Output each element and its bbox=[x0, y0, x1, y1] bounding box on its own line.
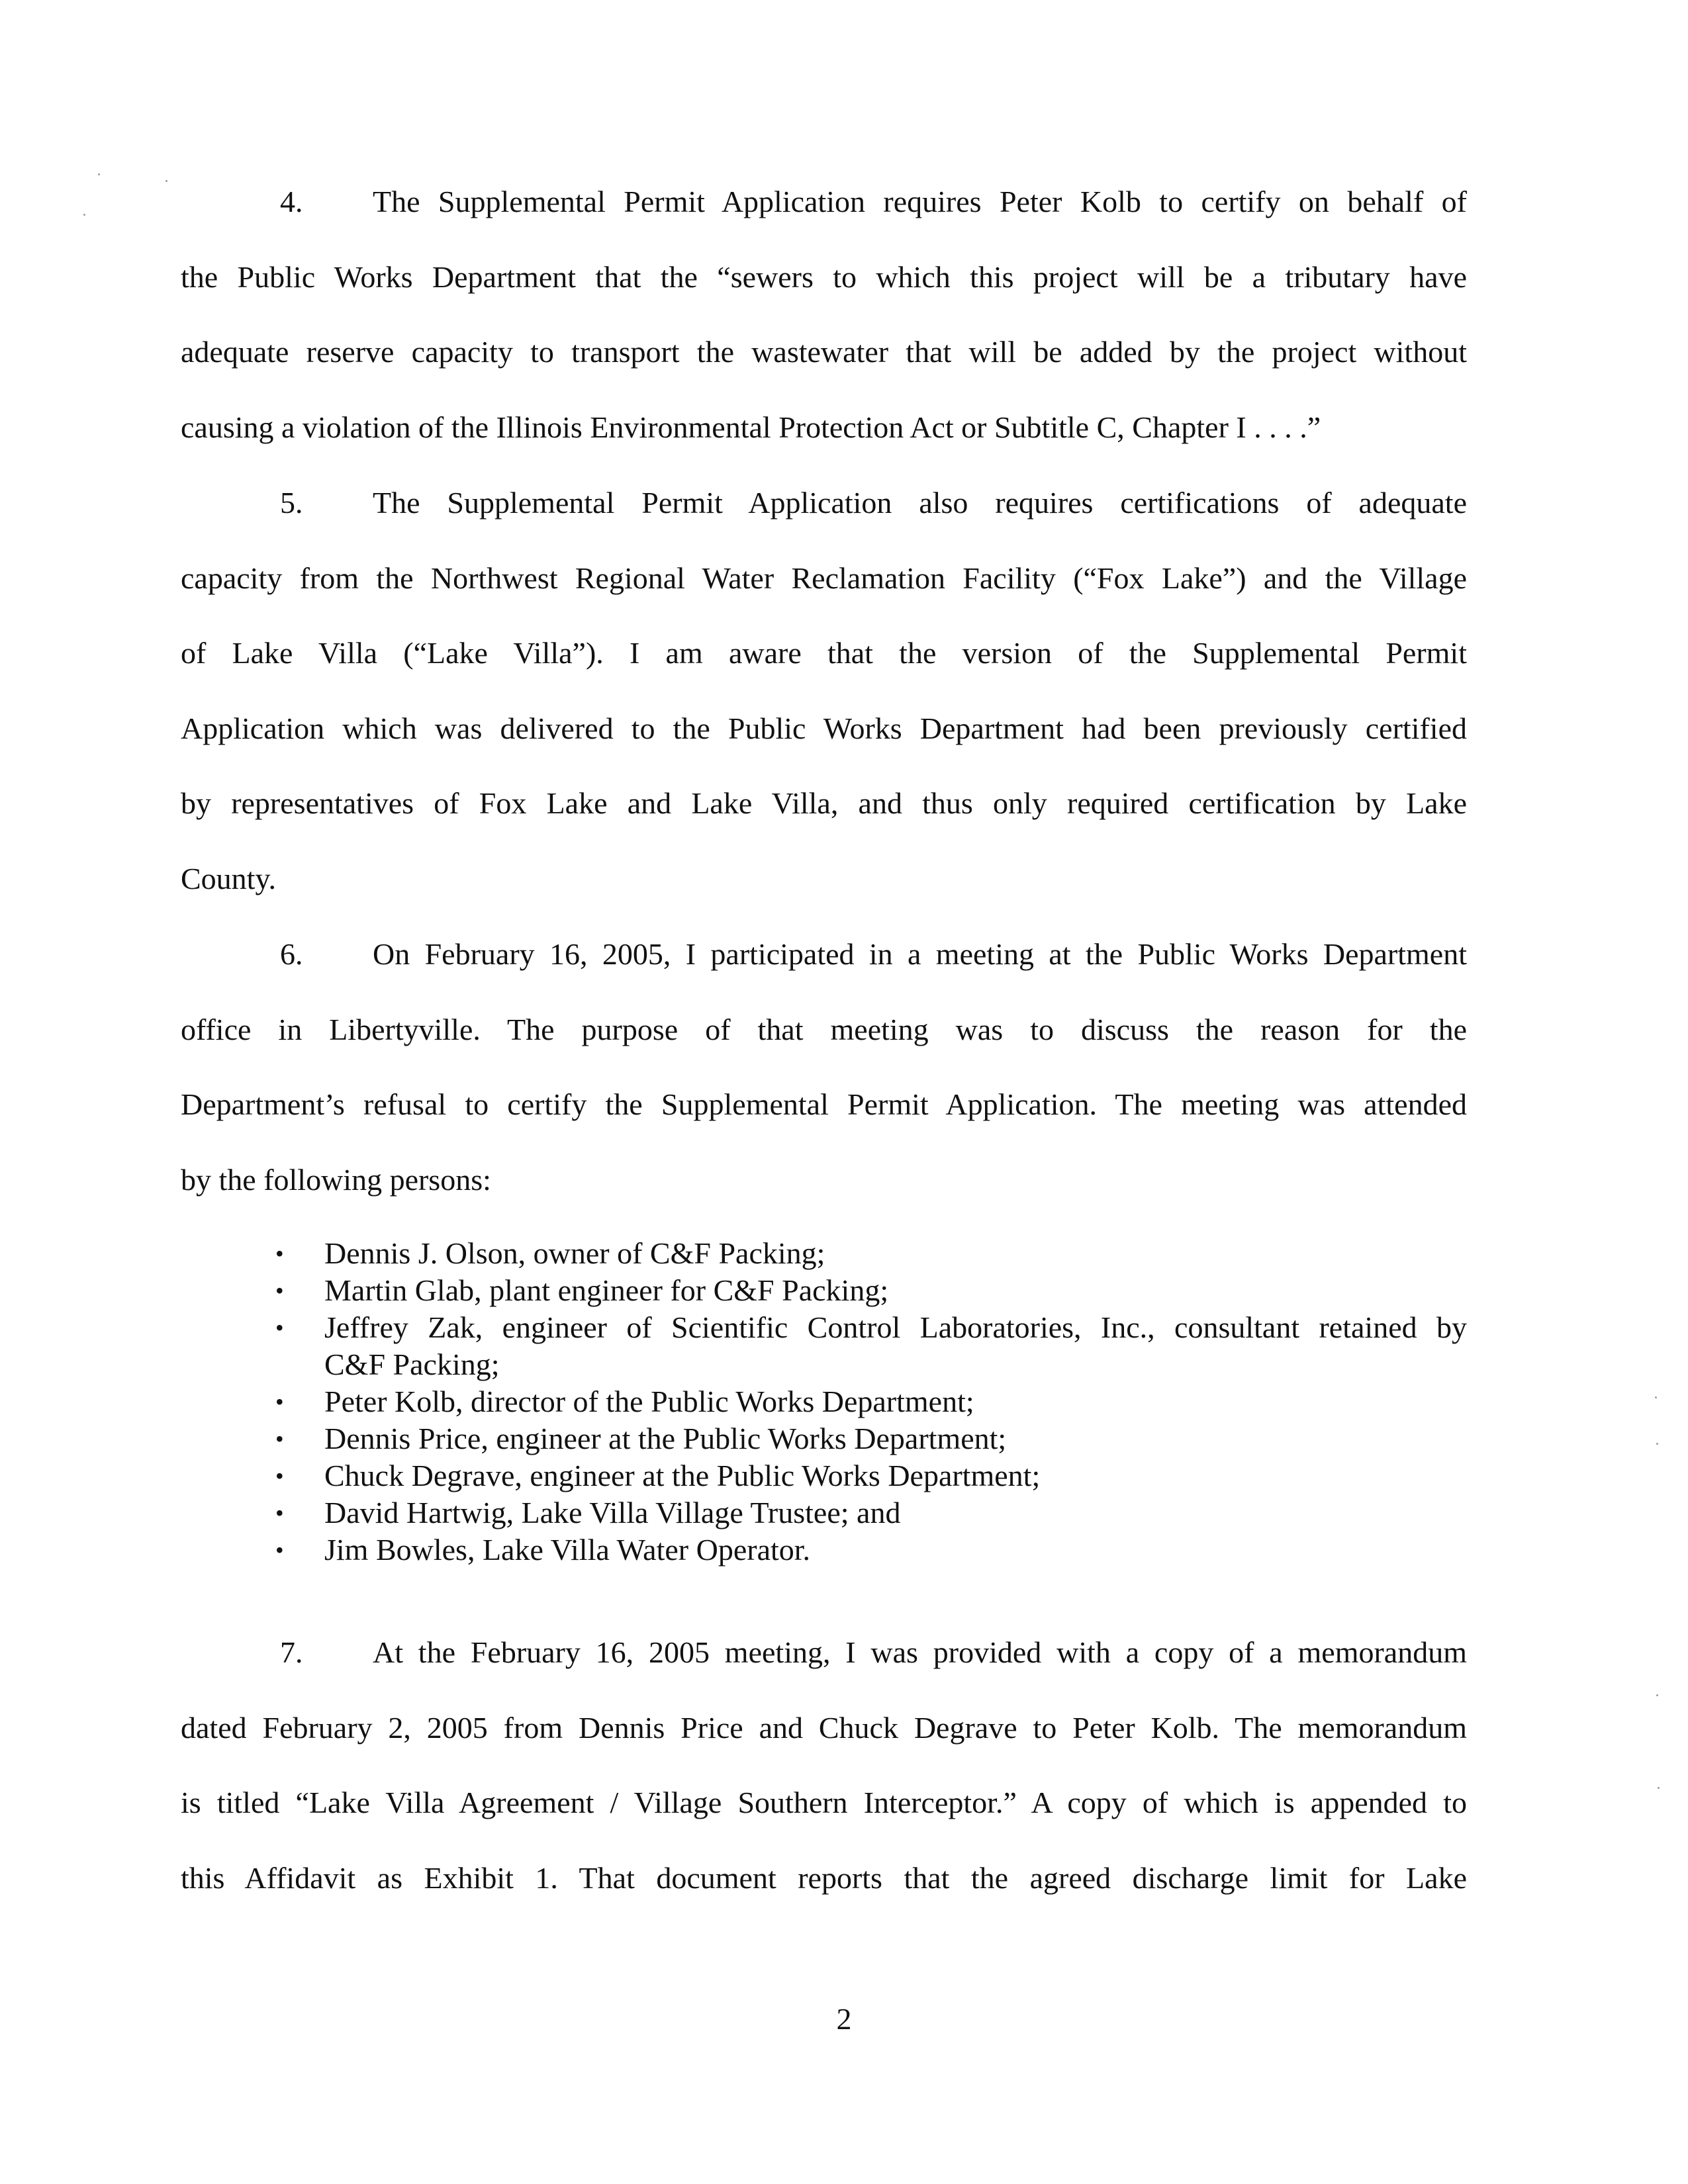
list-item: • Dennis J. Olson, owner of C&F Packing; bbox=[271, 1235, 1467, 1272]
paragraph-line: is titled “Lake Villa Agreement / Village Southern Interceptor.” A copy of which is appended to bbox=[181, 1786, 1467, 1819]
scan-speck bbox=[1658, 1787, 1660, 1789]
bullet-icon: • bbox=[275, 1314, 284, 1341]
paragraph-line: 7. At the February 16, 2005 meeting, I was provided with a copy of a memorandum bbox=[181, 1615, 1467, 1690]
paragraph-line: 4. The Supplemental Permit Application requires Peter Kolb to certify on behalf of bbox=[181, 164, 1467, 240]
paragraph-line: this Affidavit as Exhibit 1. That document reports that the agreed discharge limit for Lake bbox=[181, 1860, 1467, 1895]
paragraph-line: the Public Works Department that the “sewers to which this project will be a tributary have bbox=[181, 259, 1467, 294]
paragraph-line: causing a violation of the Illinois Environmental Protection Act or Subtitle C, Chapter I . . . .” bbox=[181, 410, 1321, 444]
scan-speck bbox=[1656, 1443, 1658, 1445]
list-item: • Dennis Price, engineer at the Public Works Department; bbox=[271, 1420, 1467, 1457]
paragraph-line: dated February 2, 2005 from Dennis Price and Chuck Degrave to Peter Kolb. The memorandum bbox=[181, 1710, 1467, 1745]
paragraph-line: by representatives of Fox Lake and Lake Villa, and thus only required certification by Lake bbox=[181, 786, 1467, 820]
list-item: • David Hartwig, Lake Villa Village Trustee; and bbox=[271, 1494, 1467, 1531]
list-item: • Jeffrey Zak, engineer of Scientific Control Laboratories, Inc., consultant retained by C&F Packing; bbox=[275, 1310, 1467, 1381]
bullet-icon: • bbox=[275, 1388, 284, 1415]
paragraph-line: 6. On February 16, 2005, I participated in a meeting at the Public Works Department bbox=[181, 917, 1467, 992]
attendee-list bbox=[271, 1235, 1467, 1569]
paragraph-6 bbox=[181, 917, 1467, 1217]
bullet-icon: • bbox=[275, 1240, 284, 1267]
paragraph-line: County. bbox=[181, 861, 276, 895]
list-item: • Chuck Degrave, engineer at the Public Works Department; bbox=[271, 1457, 1467, 1494]
paragraph-number: 4. bbox=[280, 185, 303, 218]
paragraph-number: 6. bbox=[280, 937, 303, 971]
paragraph-7 bbox=[181, 1615, 1467, 1915]
paragraph-number: 5. bbox=[280, 486, 303, 520]
paragraph-5 bbox=[181, 465, 1467, 916]
paragraph-line: Application which was delivered to the Public Works Department had been previously certified bbox=[181, 711, 1467, 745]
bullet-icon: • bbox=[275, 1500, 284, 1526]
bullet-icon: • bbox=[275, 1277, 284, 1304]
list-item: • Martin Glab, plant engineer for C&F Packing; bbox=[271, 1272, 1467, 1309]
paragraph-line: 5. The Supplemental Permit Application also requires certifications of adequate bbox=[181, 465, 1467, 541]
paragraph-line: of Lake Villa (“Lake Villa”). I am aware that the version of the Supplemental Permit bbox=[181, 636, 1467, 670]
scan-speck bbox=[83, 214, 85, 216]
bullet-icon: • bbox=[275, 1537, 284, 1563]
scan-speck bbox=[1656, 1694, 1658, 1696]
list-item: • Peter Kolb, director of the Public Works Department; bbox=[271, 1383, 1467, 1420]
paragraph-number: 7. bbox=[280, 1635, 303, 1669]
bullet-icon: • bbox=[275, 1426, 284, 1452]
scan-speck bbox=[98, 173, 100, 175]
paragraph-line: capacity from the Northwest Regional Water Reclamation Facility (“Fox Lake”) and the Village bbox=[181, 561, 1467, 595]
scan-speck bbox=[165, 180, 167, 182]
paragraph-line: Department’s refusal to certify the Supplemental Permit Application. The meeting was attended bbox=[181, 1087, 1467, 1121]
paragraph-line: office in Libertyville. The purpose of that meeting was to discuss the reason for the bbox=[181, 1012, 1467, 1046]
list-item: • Jim Bowles, Lake Villa Water Operator. bbox=[271, 1531, 1467, 1569]
paragraph-4 bbox=[181, 164, 1467, 465]
paragraph-line: adequate reserve capacity to transport the wastewater that will be added by the project without bbox=[181, 335, 1467, 369]
bullet-icon: • bbox=[275, 1463, 284, 1489]
paragraph-line: by the following persons: bbox=[181, 1162, 491, 1197]
page-number: 2 bbox=[836, 2002, 852, 2036]
scan-speck bbox=[1655, 1396, 1657, 1398]
